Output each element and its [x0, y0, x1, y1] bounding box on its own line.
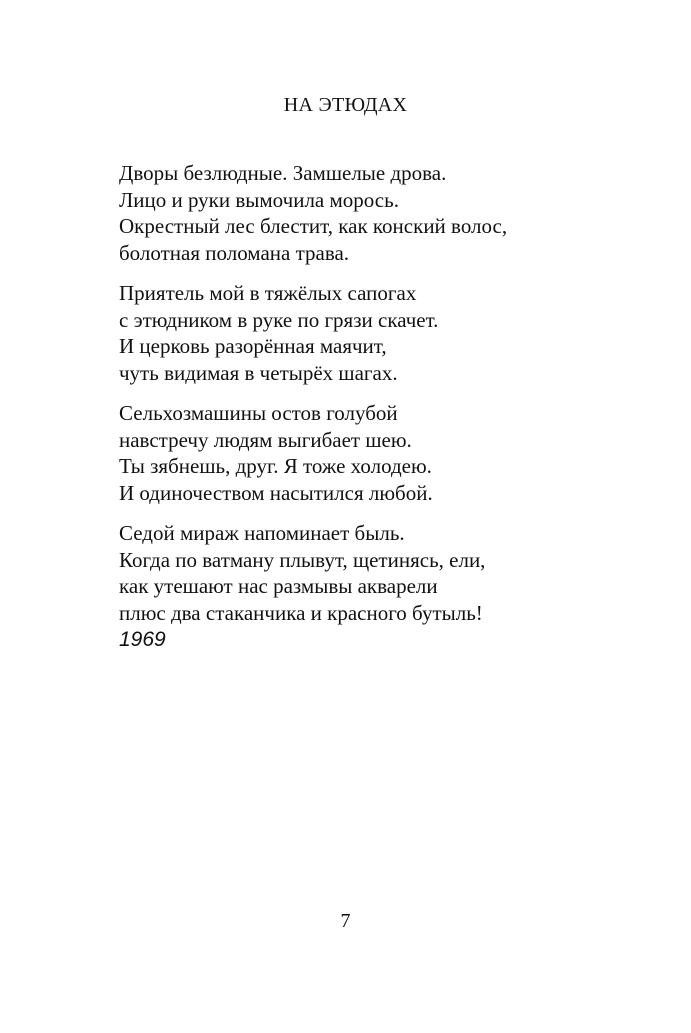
page-number: 7	[340, 910, 351, 932]
poem-line: Приятель мой в тяжёлых сапогах	[119, 281, 417, 305]
poem-line: болотная поломана трава.	[119, 240, 350, 265]
poem-line: Ты зябнешь, друг. Я тоже холодею.	[119, 454, 432, 478]
poem-body	[119, 160, 659, 640]
poem-line: И церковь разорённая маячит,	[119, 334, 387, 358]
poem-line: Лицо и руки вымочила морось.	[119, 187, 399, 212]
poem-line: как утешают нас размывы акварели	[119, 574, 438, 598]
poem-line: Дворы безлюдные. Замшелые дрова.	[119, 161, 447, 185]
poem-title: НА ЭТЮДАХ	[283, 94, 408, 116]
poem-line: с этюдником в руке по грязи скачет.	[119, 307, 439, 332]
poem-line: навстречу людям выгибает шею.	[119, 427, 412, 452]
poem-line: И одиночеством насытился любой.	[119, 480, 433, 505]
poem-line: Когда по ватману плывут, щетинясь, ели,	[119, 547, 486, 572]
poem-line: Сельхозмашины остов голубой	[119, 401, 398, 425]
stanza	[119, 160, 659, 266]
poem-year: 1969	[119, 628, 166, 651]
stanza	[119, 400, 659, 506]
poem-line: чуть видимая в четырёх шагах.	[119, 360, 398, 385]
stanza	[119, 280, 659, 386]
poem-line: плюс два стаканчика и красного бутыль!	[119, 600, 483, 625]
stanza	[119, 520, 659, 626]
poem-line: Седой мираж напоминает быль.	[119, 521, 405, 545]
poem-line: Окрестный лес блестит, как конский волос,	[119, 214, 508, 238]
